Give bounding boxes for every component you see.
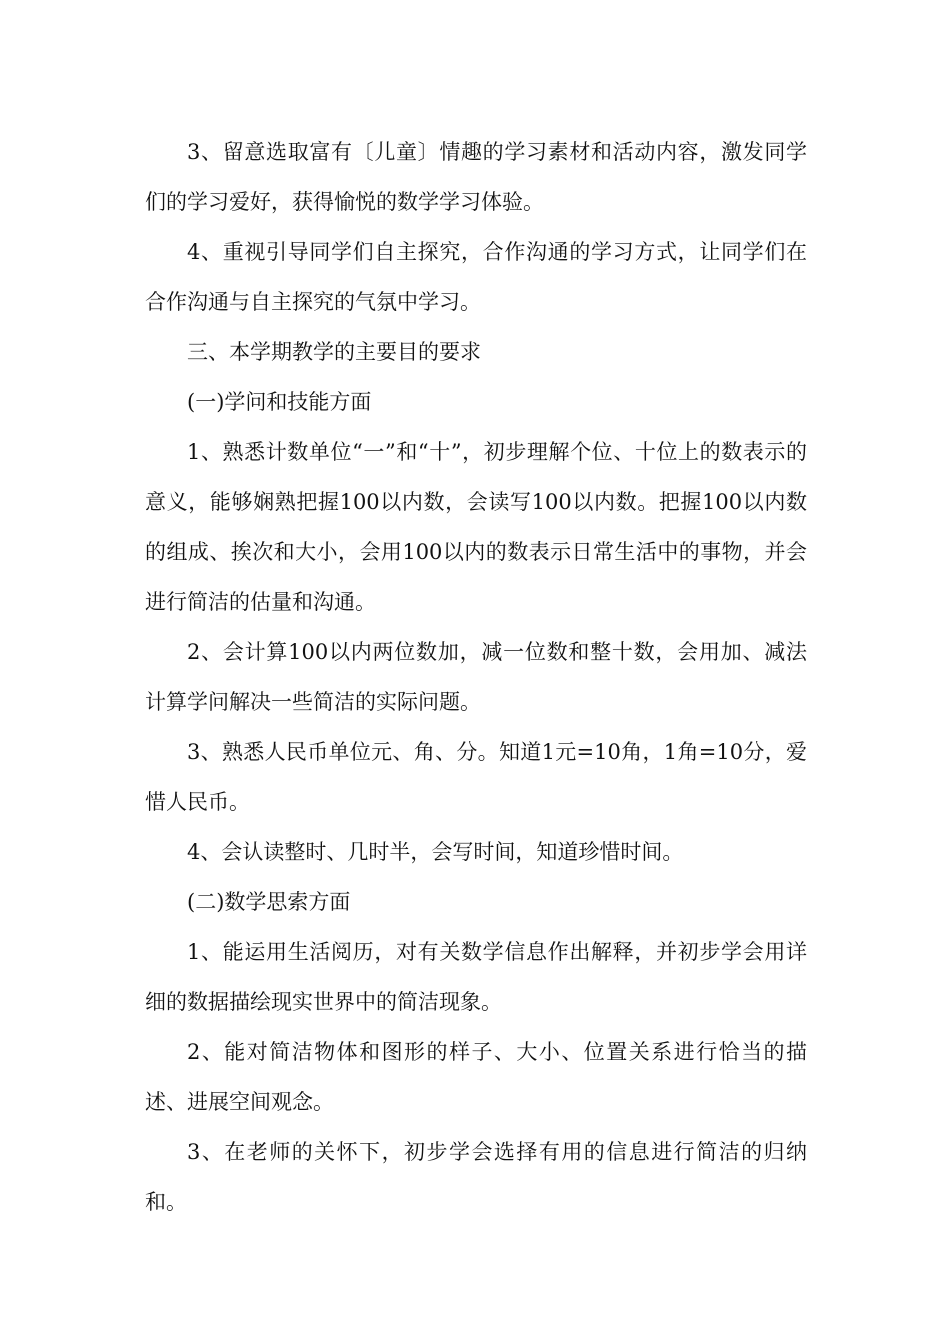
paragraph-currency: 3、熟悉人民币单位元、角、分。知道1元=10角，1角=10分，爱惜人民币。	[145, 740, 807, 814]
paragraph-counting-units: 1、熟悉计数单位“一”和“十”，初步理解个位、十位上的数表示的意义，能够娴熟把握100以内数，会读写100以内数。把握100以内数的组成、挨次和大小，会用100以内的数表示日常生活中的事物，并会进行简洁的估量和沟通。	[145, 440, 807, 614]
paragraph-addition-subtraction: 2、会计算100以内两位数加，减一位数和整十数，会用加、减法计算学问解决一些简洁的实际问题。	[145, 640, 807, 714]
paragraph-time: 4、会认读整时、几时半，会写时间，知道珍惜时间。	[187, 840, 684, 864]
subsection-heading-math-thinking: (二)数学思索方面	[187, 890, 351, 914]
paragraph-interest-materials: 3、留意选取富有〔儿童〕情趣的学习素材和活动内容，激发同学们的学习爱好，获得愉悦的数学学习体验。	[145, 140, 807, 214]
paragraph-spatial-concepts: 2、能对简洁物体和图形的样子、大小、位置关系进行恰当的描述、进展空间观念。	[145, 1040, 807, 1114]
section-heading-goals: 三、本学期教学的主要目的要求	[187, 340, 481, 364]
paragraph-self-exploration: 4、重视引导同学们自主探究，合作沟通的学习方式，让同学们在合作沟通与自主探究的气氛中学习。	[145, 240, 807, 314]
paragraph-information-selection: 3、在老师的关怀下，初步学会选择有用的信息进行简洁的归纳和。	[145, 1140, 807, 1214]
subsection-heading-knowledge-skills: (一)学问和技能方面	[187, 390, 372, 414]
document-body	[145, 127, 807, 1227]
paragraph-life-experience: 1、能运用生活阅历，对有关数学信息作出解释，并初步学会用详细的数据描绘现实世界中的简洁现象。	[145, 940, 807, 1014]
